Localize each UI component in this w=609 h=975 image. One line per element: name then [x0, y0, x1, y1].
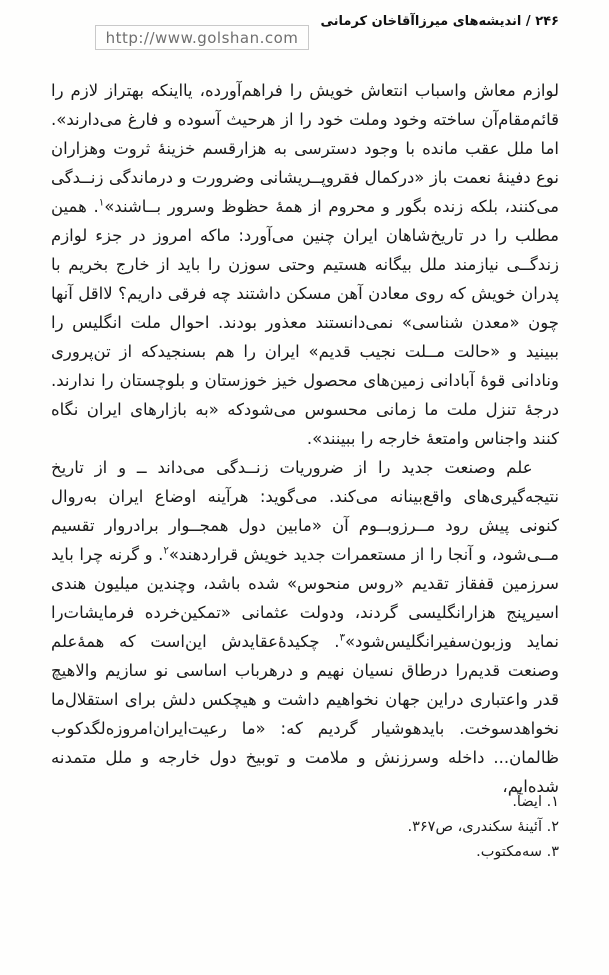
url-stamp-text: http://www.golshan.com: [105, 28, 299, 47]
footnote-item: ۳. سه‌مکتوب.: [476, 844, 559, 860]
footnotes: [51, 790, 559, 865]
footnote-marker: ۳: [339, 632, 345, 644]
footnote-marker: ۱: [98, 197, 105, 209]
paragraph: علم وصنعت جدید را از ضروریات زنــدگی می‌داند ــ و از تاریخ نتیجه‌گیری‌های واقع‌بینانه می‌کند. می‌گوید: هرآینه اوضاع ایران به‌روال کنونی پیش رود مــرزوبــوم آن «مابین دول همجــوار برادروار تقسیم مــی‌شود، و آنجا را از مستعمرات جدید خویش قراردهند»$^۲$. و گرنه چرا باید سرزمین قفقاز تقدیم «روس منحوس» شده باشد، وچندین میلیون هندی اسیرپنج هزارانگلیسی گردند، ودولت عثمانی «تمکین‌خرده فرمایشات‌را نماید وزبون‌سفیرانگلیس‌شود»$^۳$. چکیدهٔ‌عقایدش این‌است که همهٔ‌علم وصنعت قدیم‌را درطاق نسیان نهیم و درهرباب اساسی نو سازیم والاهیچ قدر واعتباری دراین جهان نخواهیم داشت و هیچکس دلش برای استقلال‌ما نخواهدسوخت. بایدهوشیار گردیم که: «ما رعیت‌ایران‌امروزه‌لگدکوب ظالمان... داخله وسرزنش و ملامت و توبیخ دول خارجه و ملل متمدنه شده‌ایم،: [51, 458, 559, 796]
footnote-item: ۲. آئینهٔ سکندری، ص۳۶۷.: [407, 819, 559, 835]
footnote-item: ۱. ایضاً.: [512, 794, 559, 810]
page-header-title: ۲۴۶ / اندیشه‌های میرزاآقاخان کرمانی: [320, 14, 559, 29]
paragraph: لوازم معاش واسباب انتعاش خویش را فراهم‌آورده، یااینکه بهتراز لازم را قائم‌مقام‌آن ساخته وخود وملت خود را از هرحیث آسوده و فارغ می‌دارند». اما ملل عقب مانده با وجود دسترسی به هزارقسم خزینهٔ ثروت وهزاران نوع دفینهٔ نعمت باز «درکمال فقروپــریشانی وضرورت و درماندگی زنــدگی می‌کنند، بلکه زنده بگور و محروم از همهٔ حظوظ وسرور بــاشند»$^۱$. همین مطلب را در تاریخ‌شاهان ایران چنین می‌آورد: ماکه امروز در جزء لوازم زندگــی نیازمند ملل بیگانه هستیم وحتی سوزن را باید از خارج بخریم با پدران خویش که روی معادن آهن مسکن داشتند چه فرقی داریم؟ لااقل آنها چون «معدن شناسی» نمی‌دانستند معذور بودند. احوال ملت انگلیس را ببینید و «حالت مــلت نجیب قدیم» ایران را هم بسنجیدکه از تن‌پروری ونادانی قوهٔ آبادانی زمین‌های محصول خیز خوزستان و بلوچستان را ندارند. درجهٔ تنزل ملت ما زمانی محسوس می‌شودکه «به بازارهای ایران نگاه کنند واجناس وامتعهٔ خارجه را ببینند».: [51, 81, 559, 448]
body-text: [51, 76, 559, 801]
footnote-marker: ۲: [163, 545, 169, 557]
url-stamp-box: [95, 25, 309, 50]
